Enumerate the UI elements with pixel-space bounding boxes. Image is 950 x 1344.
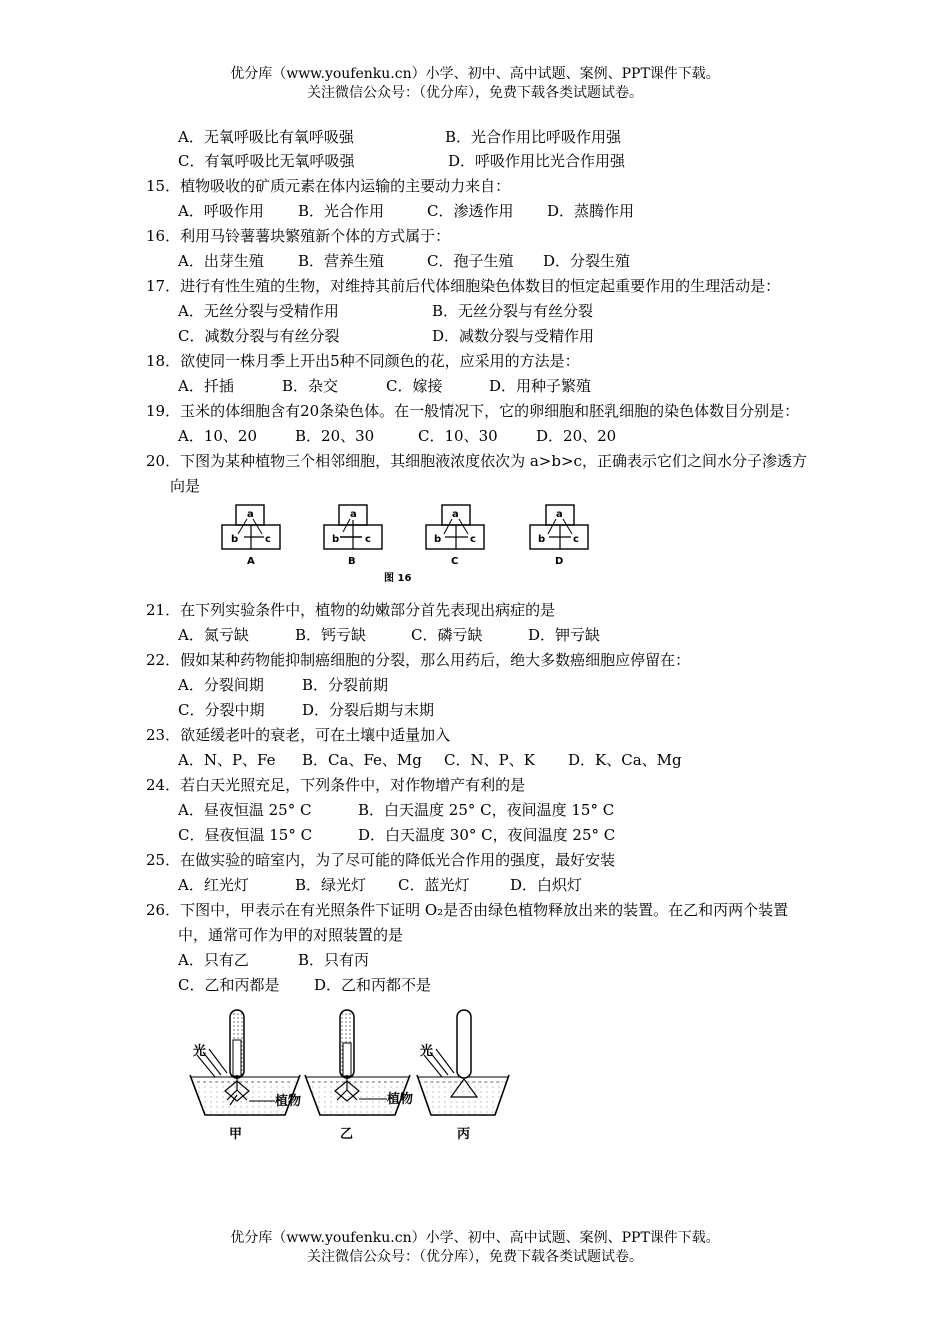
q15-option-d: D．蒸腾作用 bbox=[547, 202, 635, 220]
fig16-c-label-c: c bbox=[470, 534, 476, 545]
q14-option-c: C．有氧呼吸比无氧呼吸强 bbox=[178, 152, 355, 170]
q16-stem: 16．利用马铃薯薯块繁殖新个体的方式属于： bbox=[146, 227, 451, 245]
q25-option-c: C．蓝光灯 bbox=[398, 876, 470, 894]
q18-option-a: A．扦插 bbox=[178, 377, 234, 395]
q25-option-a: A．红光灯 bbox=[178, 876, 249, 894]
q17-option-a: A．无丝分裂与受精作用 bbox=[178, 302, 339, 320]
q21-option-c: C．磷亏缺 bbox=[411, 626, 483, 644]
figure-16-cell-diagrams bbox=[212, 498, 602, 588]
q26-option-c: C．乙和丙都是 bbox=[178, 976, 280, 994]
q16-option-d: D．分裂生殖 bbox=[543, 252, 631, 270]
q24-option-a: A．昼夜恒温 25° C bbox=[178, 801, 312, 819]
jia-light-label: 光 bbox=[193, 1044, 207, 1059]
q15-option-c: C．渗透作用 bbox=[427, 202, 514, 220]
panel-bing-label: 丙 bbox=[457, 1127, 471, 1142]
q22-option-d: D．分裂后期与末期 bbox=[302, 701, 435, 719]
fig16-a-label-c: c bbox=[265, 534, 271, 545]
fig16-a-label-a: a bbox=[247, 509, 254, 520]
q19-option-d: D．20、20 bbox=[536, 427, 617, 445]
fig16-d-label-a: a bbox=[556, 509, 563, 520]
q14-option-d: D．呼吸作用比光合作用强 bbox=[448, 152, 626, 170]
figure-16-panel-a bbox=[222, 505, 280, 567]
fig16-panel-d-label: D bbox=[555, 556, 564, 567]
q18-stem: 18．欲使同一株月季上开出5种不同颜色的花，应采用的方法是： bbox=[146, 352, 580, 370]
bing-light-label: 光 bbox=[420, 1044, 434, 1059]
fig16-panel-a-label: A bbox=[247, 556, 255, 567]
apparatus-bing bbox=[417, 1010, 509, 1142]
footer-line-2: 关注微信公众号：（优分库），免费下载各类试题试卷。 bbox=[307, 1249, 643, 1265]
q15-option-b: B．光合作用 bbox=[298, 202, 385, 220]
q17-option-b: B．无丝分裂与有丝分裂 bbox=[432, 302, 594, 320]
q19-option-c: C．10、30 bbox=[418, 427, 498, 445]
fig16-c-label-b: b bbox=[434, 534, 442, 545]
q15-stem: 15．植物吸收的矿质元素在体内运输的主要动力来自： bbox=[146, 177, 511, 195]
q19-stem: 19．玉米的体细胞含有20条染色体。在一般情况下，它的卵细胞和胚乳细胞的染色体数目分别是： bbox=[146, 402, 800, 420]
q26-stem-line-1: 26．下图中，甲表示在有光照条件下证明 O₂是否由绿色植物释放出来的装置。在乙和丙两个装置 bbox=[146, 901, 789, 919]
q22-option-a: A．分裂间期 bbox=[178, 676, 264, 694]
q16-option-c: C．孢子生殖 bbox=[427, 252, 514, 270]
figure-16-panel-b bbox=[324, 505, 382, 567]
header-line-1: 优分库（www.youfenku.cn）小学、初中、高中试题、案例、PPT课件下载。 bbox=[230, 66, 720, 82]
header-line-2: 关注微信公众号：（优分库），免费下载各类试题试卷。 bbox=[307, 85, 643, 101]
page-footer bbox=[0, 1229, 950, 1267]
q23-option-a: A．N、P、Fe bbox=[178, 751, 276, 769]
q17-option-d: D．减数分裂与受精作用 bbox=[432, 327, 595, 345]
figure-16-panel-c bbox=[426, 505, 484, 567]
apparatus-jia bbox=[190, 1010, 301, 1142]
fig16-panel-c-label: C bbox=[451, 556, 459, 567]
fig16-a-label-b: b bbox=[231, 534, 239, 545]
q22-stem: 22．假如某种药物能抑制癌细胞的分裂，那么用药后，绝大多数癌细胞应停留在： bbox=[146, 651, 691, 669]
q21-option-d: D．钾亏缺 bbox=[528, 626, 601, 644]
q23-option-b: B．Ca、Fe、Mg bbox=[302, 751, 422, 769]
fig16-b-label-c: c bbox=[365, 534, 371, 545]
q26-option-a: A．只有乙 bbox=[178, 951, 249, 969]
fig16-b-label-a: a bbox=[350, 509, 357, 520]
yi-plant-label: 植物 bbox=[387, 1092, 414, 1107]
q18-option-c: C．嫁接 bbox=[386, 377, 443, 395]
q20-stem-line-1: 20．下图为某种植物三个相邻细胞，其细胞液浓度依次为 a>b>c，正确表示它们之间水分子渗透方 bbox=[146, 452, 807, 470]
page-header bbox=[0, 65, 950, 103]
q18-option-d: D．用种子繁殖 bbox=[489, 377, 592, 395]
q21-stem: 21．在下列实验条件中，植物的幼嫩部分首先表现出病症的是 bbox=[146, 601, 556, 619]
q20-stem-line-2: 向是 bbox=[170, 477, 201, 495]
q23-option-c: C．N、P、K bbox=[444, 751, 535, 769]
q24-stem: 24．若白天光照充足，下列条件中，对作物增产有利的是 bbox=[146, 776, 526, 794]
fig16-d-label-c: c bbox=[573, 534, 579, 545]
q23-stem: 23．欲延缓老叶的衰老，可在土壤中适量加入 bbox=[146, 726, 451, 744]
q16-option-a: A．出芽生殖 bbox=[178, 252, 264, 270]
fig16-d-label-b: b bbox=[538, 534, 546, 545]
q25-option-d: D．白炽灯 bbox=[510, 876, 583, 894]
footer-line-1: 优分库（www.youfenku.cn）小学、初中、高中试题、案例、PPT课件下载。 bbox=[230, 1230, 720, 1246]
q17-option-c: C．减数分裂与有丝分裂 bbox=[178, 327, 340, 345]
q18-option-b: B．杂交 bbox=[282, 377, 339, 395]
q26-option-b: B．只有丙 bbox=[298, 951, 370, 969]
fig16-b-label-b: b bbox=[332, 534, 340, 545]
q14-option-b: B．光合作用比呼吸作用强 bbox=[445, 128, 622, 146]
figure-16-caption: 图 16 bbox=[384, 573, 412, 584]
jia-plant-label: 植物 bbox=[275, 1094, 302, 1109]
q19-option-b: B．20、30 bbox=[295, 427, 375, 445]
q24-option-c: C．昼夜恒温 15° C bbox=[178, 826, 313, 844]
q15-option-a: A．呼吸作用 bbox=[178, 202, 264, 220]
q21-option-b: B．钙亏缺 bbox=[295, 626, 367, 644]
panel-yi-label: 乙 bbox=[340, 1127, 354, 1142]
q24-option-d: D．白天温度 30° C，夜间温度 25° C bbox=[358, 826, 616, 844]
q16-option-b: B．营养生殖 bbox=[298, 252, 385, 270]
fig16-panel-b-label: B bbox=[348, 556, 356, 567]
q21-option-a: A．氮亏缺 bbox=[178, 626, 249, 644]
q22-option-c: C．分裂中期 bbox=[178, 701, 265, 719]
q14-option-a: A．无氧呼吸比有氧呼吸强 bbox=[178, 128, 354, 146]
figure-oxygen-apparatus bbox=[185, 1005, 515, 1150]
apparatus-yi bbox=[305, 1010, 413, 1142]
q23-option-d: D．K、Ca、Mg bbox=[568, 751, 682, 769]
q25-stem: 25．在做实验的暗室内，为了尽可能的降低光合作用的强度，最好安装 bbox=[146, 851, 616, 869]
q24-option-b: B．白天温度 25° C，夜间温度 15° C bbox=[358, 801, 615, 819]
q26-stem-line-2: 中，通常可作为甲的对照装置的是 bbox=[178, 926, 404, 944]
figure-16-panel-d bbox=[530, 505, 588, 567]
q17-stem: 17．进行有性生殖的生物，对维持其前后代体细胞染色体数目的恒定起重要作用的生理活动是： bbox=[146, 277, 781, 295]
q22-option-b: B．分裂前期 bbox=[302, 676, 389, 694]
panel-jia-label: 甲 bbox=[229, 1127, 243, 1142]
q19-option-a: A．10、20 bbox=[178, 427, 258, 445]
q26-option-d: D．乙和丙都不是 bbox=[314, 976, 432, 994]
fig16-c-label-a: a bbox=[452, 509, 459, 520]
q25-option-b: B．绿光灯 bbox=[295, 876, 367, 894]
